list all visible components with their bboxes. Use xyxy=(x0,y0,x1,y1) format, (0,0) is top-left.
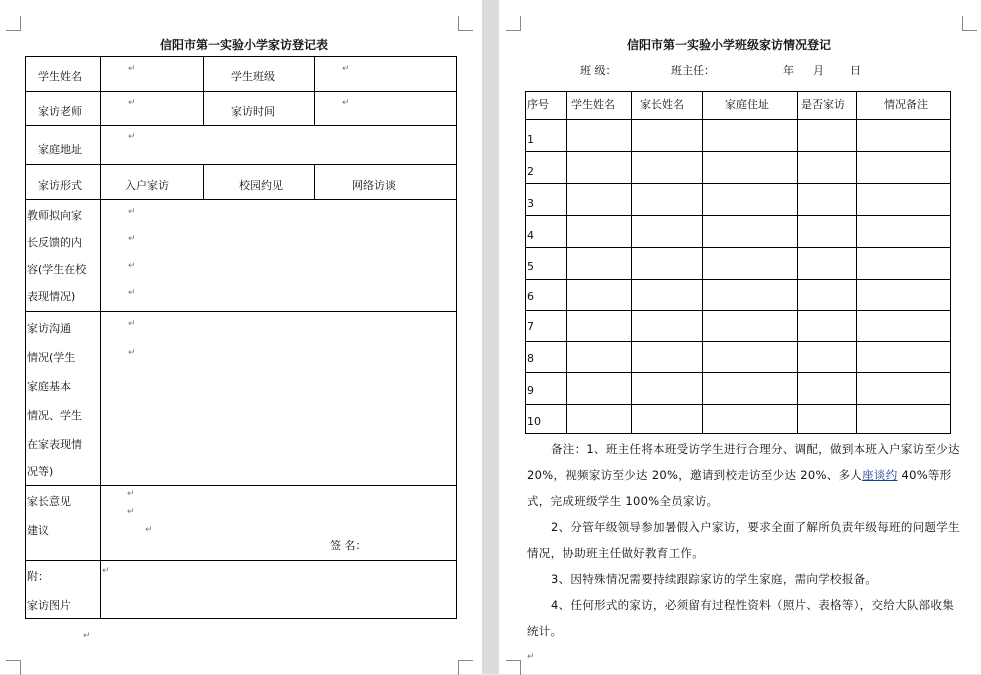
header-address: 家庭住址 xyxy=(725,98,769,111)
row-number: 6 xyxy=(527,290,534,303)
communication-label-line: 情况(学生 xyxy=(27,351,76,364)
right-table-grid xyxy=(525,91,951,434)
month-label: 月 xyxy=(813,64,824,77)
paragraph-mark: ↵ xyxy=(102,566,110,576)
paragraph-mark: ↵ xyxy=(128,64,136,74)
form-option-school: 校园约见 xyxy=(239,179,283,192)
row-number: 4 xyxy=(527,229,534,242)
paragraph-mark: ↵ xyxy=(127,489,135,499)
paragraph-mark: ↵ xyxy=(128,319,136,329)
header-index: 序号 xyxy=(527,98,549,111)
paragraph-mark: ↵ xyxy=(128,98,136,108)
student-name-label: 学生姓名 xyxy=(38,70,82,83)
paragraph-mark: ↵ xyxy=(527,652,535,662)
head-teacher-label: 班主任： xyxy=(671,64,715,77)
row-number: 5 xyxy=(527,260,534,273)
header-visited: 是否家访 xyxy=(801,98,845,111)
opinion-label-line: 家长意见 xyxy=(27,495,71,508)
communication-label-line: 情况、学生 xyxy=(27,409,82,422)
note-1-text-end: 40%等形式，完成班级学生 100%全员家访。 xyxy=(527,468,952,508)
row-number: 7 xyxy=(527,320,534,333)
note-2: 2、分管年级领导参加暑假入户家访，要求全面了解所负责年级每班的问题学生情况，协助班主任做好教育工作。 xyxy=(527,520,960,560)
communication-label-line: 况等) xyxy=(27,465,54,478)
paragraph-mark: ↵ xyxy=(83,631,91,641)
row-number: 10 xyxy=(527,415,541,428)
row-number: 9 xyxy=(527,384,534,397)
row-number: 8 xyxy=(527,352,534,365)
day-label: 日 xyxy=(850,64,861,77)
attachment-label-line: 家访图片 xyxy=(27,599,71,612)
note-4: 4、任何形式的家访，必须留有过程性资料（照片、表格等），交给大队部收集统计。 xyxy=(527,598,955,638)
teacher-label: 家访老师 xyxy=(38,105,82,118)
header-parent-name: 家长姓名 xyxy=(640,98,684,111)
note-3: 3、因特殊情况需要持续跟踪家访的学生家庭，需向学校报备。 xyxy=(551,572,878,586)
note-1-text: 备注：1、班主任将本班受访学生进行合理分、调配，做到本班入户家访至少达 20%，视频家访至少达 20%，邀请到校走访至少达 20%、多人 xyxy=(527,442,960,482)
class-label: 班 级： xyxy=(580,64,617,77)
paragraph-mark: ↵ xyxy=(128,348,136,358)
signature-label: 签 名： xyxy=(330,539,367,552)
header-student-name: 学生姓名 xyxy=(571,98,615,111)
row-number: 1 xyxy=(527,133,534,146)
feedback-label-line: 容(学生在校 xyxy=(27,263,87,276)
note-1 xyxy=(527,436,963,514)
paragraph-mark: ↵ xyxy=(145,525,153,535)
paragraph-mark: ↵ xyxy=(342,64,350,74)
form-option-home: 入户家访 xyxy=(125,179,169,192)
address-label: 家庭地址 xyxy=(38,143,82,156)
row-number: 3 xyxy=(527,197,534,210)
attachment-label-line: 附： xyxy=(27,570,49,583)
communication-label-line: 家庭基本 xyxy=(27,380,71,393)
form-label: 家访形式 xyxy=(38,179,82,192)
paragraph-mark: ↵ xyxy=(128,288,136,298)
paragraph-mark: ↵ xyxy=(128,207,136,217)
feedback-label-line: 教师拟向家 xyxy=(27,209,82,222)
communication-label-line: 在家表现情 xyxy=(27,438,82,451)
row-number: 2 xyxy=(527,165,534,178)
paragraph-mark: ↵ xyxy=(342,98,350,108)
note-1-link[interactable]: 座谈约 xyxy=(862,468,898,482)
visit-time-label: 家访时间 xyxy=(231,105,275,118)
feedback-label-line: 表现情况) xyxy=(27,290,76,303)
right-form-title: 信阳市第一实验小学班级家访情况登记 xyxy=(627,38,832,52)
paragraph-mark: ↵ xyxy=(128,132,136,142)
student-class-label: 学生班级 xyxy=(231,70,275,83)
paragraph-mark: ↵ xyxy=(127,507,135,517)
feedback-label-line: 长反馈的内 xyxy=(27,236,82,249)
header-notes: 情况备注 xyxy=(884,98,928,111)
form-option-online: 网络访谈 xyxy=(352,179,396,192)
paragraph-mark: ↵ xyxy=(128,234,136,244)
paragraph-mark: ↵ xyxy=(128,261,136,271)
opinion-label-line: 建议 xyxy=(27,524,49,537)
year-label: 年 xyxy=(783,64,794,77)
left-form-title: 信阳市第一实验小学家访登记表 xyxy=(160,38,329,52)
communication-label-line: 家访沟通 xyxy=(27,322,71,335)
